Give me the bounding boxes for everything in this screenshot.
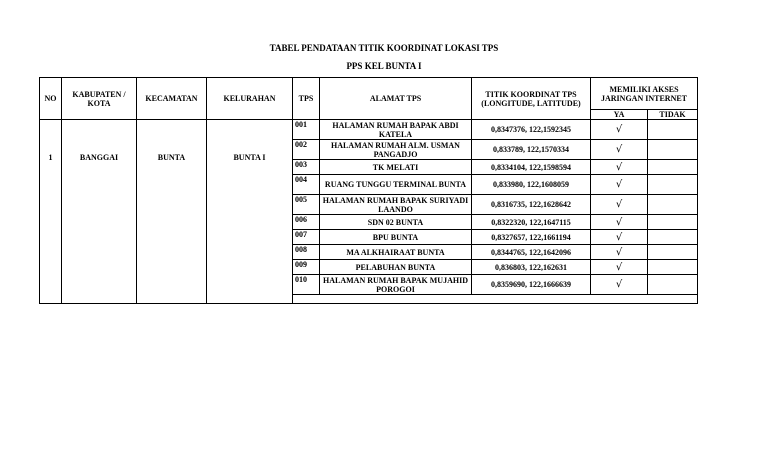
tps-number: 005 bbox=[293, 195, 320, 215]
internet-ya-check: √ bbox=[591, 215, 648, 230]
tps-coordinate-table bbox=[39, 77, 698, 304]
location-no: 1 bbox=[40, 120, 62, 304]
tps-address: HALAMAN RUMAH ALM. USMAN PANGADJO bbox=[320, 140, 472, 160]
tps-number: 002 bbox=[293, 140, 320, 160]
tps-address: PELABUHAN BUNTA bbox=[320, 260, 472, 275]
tps-coordinates: 0,8344765, 122,1642096 bbox=[472, 245, 591, 260]
location-kabupaten: BANGGAI bbox=[62, 120, 137, 304]
internet-tidak-check bbox=[648, 260, 698, 275]
tps-coordinates: 0,8347376, 122,1592345 bbox=[472, 120, 591, 140]
document-subtitle: PPS KEL BUNTA I bbox=[346, 61, 422, 71]
header-kabupaten: KABUPATEN / KOTA bbox=[62, 78, 137, 120]
tps-number: 009 bbox=[293, 260, 320, 275]
header-koordinat: TITIK KOORDINAT TPS (LONGITUDE, LATITUDE) bbox=[472, 78, 591, 120]
tps-coordinates: 0,8316735, 122,1628642 bbox=[472, 195, 591, 215]
document-title: TABEL PENDATAAN TITIK KOORDINAT LOKASI TPS bbox=[269, 43, 499, 53]
internet-tidak-check bbox=[648, 120, 698, 140]
tps-address: SDN 02 BUNTA bbox=[320, 215, 472, 230]
empty-cell bbox=[293, 295, 698, 304]
internet-ya-check: √ bbox=[591, 175, 648, 195]
tps-address: HALAMAN RUMAH BAPAK SURIYADI LAANDO bbox=[320, 195, 472, 215]
internet-ya-check: √ bbox=[591, 275, 648, 295]
header-ya: YA bbox=[591, 110, 648, 120]
tps-address: HALAMAN RUMAH BAPAK MUJAHID POROGOI bbox=[320, 275, 472, 295]
tps-address: HALAMAN RUMAH BAPAK ABDI KATELA bbox=[320, 120, 472, 140]
internet-tidak-check bbox=[648, 275, 698, 295]
table-row bbox=[40, 120, 698, 140]
tps-number: 001 bbox=[293, 120, 320, 140]
header-tidak: TIDAK bbox=[648, 110, 698, 120]
tps-coordinates: 0,836803, 122,162631 bbox=[472, 260, 591, 275]
location-kecamatan: BUNTA bbox=[137, 120, 207, 304]
internet-tidak-check bbox=[648, 140, 698, 160]
internet-tidak-check bbox=[648, 215, 698, 230]
internet-tidak-check bbox=[648, 230, 698, 245]
tps-number: 008 bbox=[293, 245, 320, 260]
tps-address: MA ALKHAIRAAT BUNTA bbox=[320, 245, 472, 260]
internet-tidak-check bbox=[648, 195, 698, 215]
tps-coordinates: 0,833980, 122,1608059 bbox=[472, 175, 591, 195]
tps-address: RUANG TUNGGU TERMINAL BUNTA bbox=[320, 175, 472, 195]
header-tps: TPS bbox=[293, 78, 320, 120]
table-body bbox=[40, 120, 698, 304]
tps-number: 010 bbox=[293, 275, 320, 295]
internet-ya-check: √ bbox=[591, 160, 648, 175]
header-alamat: ALAMAT TPS bbox=[320, 78, 472, 120]
tps-number: 004 bbox=[293, 175, 320, 195]
internet-ya-check: √ bbox=[591, 195, 648, 215]
location-kelurahan: BUNTA I bbox=[207, 120, 293, 304]
internet-tidak-check bbox=[648, 245, 698, 260]
internet-ya-check: √ bbox=[591, 120, 648, 140]
tps-address: BPU BUNTA bbox=[320, 230, 472, 245]
tps-coordinates: 0,833789, 122,1570334 bbox=[472, 140, 591, 160]
tps-coordinates: 0,8334104, 122,1598594 bbox=[472, 160, 591, 175]
internet-ya-check: √ bbox=[591, 260, 648, 275]
tps-number: 003 bbox=[293, 160, 320, 175]
tps-address: TK MELATI bbox=[320, 160, 472, 175]
header-kelurahan: KELURAHAN bbox=[207, 78, 293, 120]
tps-coordinates: 0,8327657, 122,1661194 bbox=[472, 230, 591, 245]
header-no: NO bbox=[40, 78, 62, 120]
internet-ya-check: √ bbox=[591, 245, 648, 260]
tps-number: 007 bbox=[293, 230, 320, 245]
tps-number: 006 bbox=[293, 215, 320, 230]
internet-ya-check: √ bbox=[591, 140, 648, 160]
internet-tidak-check bbox=[648, 175, 698, 195]
tps-coordinates: 0,8359690, 122,1666639 bbox=[472, 275, 591, 295]
header-akses-internet: MEMILIKI AKSES JARINGAN INTERNET bbox=[591, 78, 698, 110]
internet-ya-check: √ bbox=[591, 230, 648, 245]
header-kecamatan: KECAMATAN bbox=[137, 78, 207, 120]
internet-tidak-check bbox=[648, 160, 698, 175]
tps-coordinates: 0,8322320, 122,1647115 bbox=[472, 215, 591, 230]
